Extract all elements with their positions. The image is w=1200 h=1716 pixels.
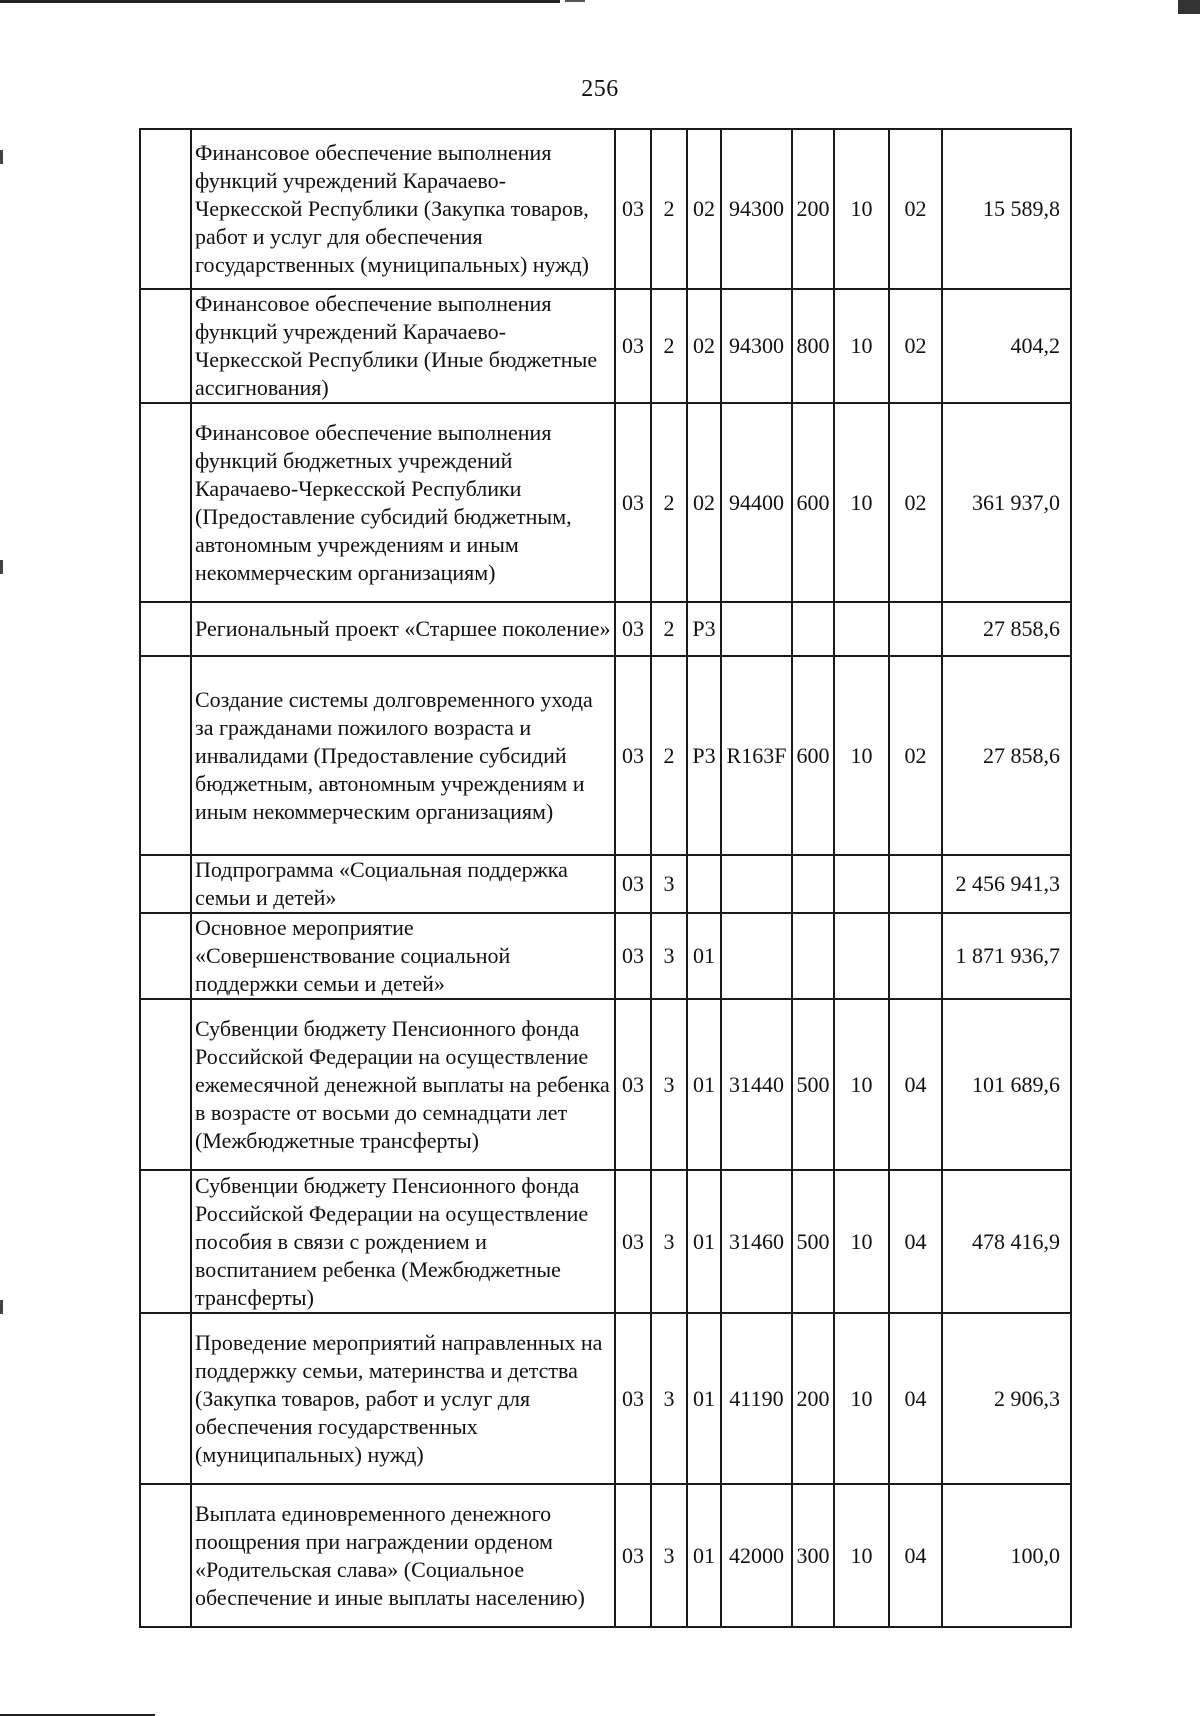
blank-cell: [140, 913, 191, 999]
table-row: [140, 999, 1071, 1170]
code-cell: 01: [687, 999, 721, 1170]
code-cell: [889, 602, 942, 656]
code-cell: 04: [889, 1170, 942, 1313]
code-cell: 03: [615, 1170, 651, 1313]
code-cell: [721, 855, 792, 913]
code-cell: 03: [615, 913, 651, 999]
table-row: [140, 129, 1071, 289]
code-cell: 2: [651, 129, 687, 289]
code-cell: 41190: [721, 1313, 792, 1484]
amount-cell: 2 906,3: [942, 1313, 1071, 1484]
table-row: [140, 289, 1071, 403]
scan-top-edge-mark: [565, 0, 585, 2]
code-cell: 200: [792, 129, 834, 289]
blank-cell: [140, 855, 191, 913]
code-cell: 03: [615, 1313, 651, 1484]
amount-cell: 2 456 941,3: [942, 855, 1071, 913]
code-cell: 03: [615, 999, 651, 1170]
code-cell: [889, 855, 942, 913]
blank-cell: [140, 602, 191, 656]
code-cell: 03: [615, 289, 651, 403]
scan-edge-dash: [0, 150, 3, 164]
item-name: Субвенции бюджету Пенсионного фонда Российской Федерации на осуществление ежемесячной денежной выплаты на ребенка в возрасте от восьми до семнадцати лет (Межбюджетные трансферты): [191, 999, 615, 1170]
code-cell: 04: [889, 999, 942, 1170]
code-cell: 02: [687, 403, 721, 602]
item-name: Региональный проект «Старшее поколение»: [191, 602, 615, 656]
blank-cell: [140, 1313, 191, 1484]
code-cell: 42000: [721, 1484, 792, 1627]
code-cell: [792, 913, 834, 999]
code-cell: 31460: [721, 1170, 792, 1313]
code-cell: 03: [615, 602, 651, 656]
code-cell: 10: [834, 1313, 889, 1484]
code-cell: 01: [687, 1170, 721, 1313]
code-cell: 04: [889, 1484, 942, 1627]
page-number: 256: [581, 76, 619, 102]
amount-cell: 27 858,6: [942, 656, 1071, 855]
code-cell: [721, 913, 792, 999]
code-cell: [834, 855, 889, 913]
code-cell: R163F: [721, 656, 792, 855]
blank-cell: [140, 289, 191, 403]
code-cell: 03: [615, 855, 651, 913]
table-row: [140, 403, 1071, 602]
amount-cell: 100,0: [942, 1484, 1071, 1627]
scan-edge-dash: [0, 560, 3, 574]
code-cell: 02: [889, 129, 942, 289]
blank-cell: [140, 656, 191, 855]
code-cell: 02: [687, 289, 721, 403]
code-cell: 03: [615, 656, 651, 855]
code-cell: 3: [651, 913, 687, 999]
scan-corner-mark: [1178, 0, 1200, 14]
code-cell: 600: [792, 403, 834, 602]
table-row: [140, 602, 1071, 656]
code-cell: 10: [834, 403, 889, 602]
code-cell: 01: [687, 913, 721, 999]
code-cell: P3: [687, 656, 721, 855]
code-cell: 02: [889, 656, 942, 855]
budget-table: [139, 128, 1072, 1628]
code-cell: 02: [889, 289, 942, 403]
code-cell: [889, 913, 942, 999]
amount-cell: 15 589,8: [942, 129, 1071, 289]
code-cell: 01: [687, 1313, 721, 1484]
code-cell: 500: [792, 1170, 834, 1313]
amount-cell: 27 858,6: [942, 602, 1071, 656]
table-row: [140, 1170, 1071, 1313]
code-cell: [834, 913, 889, 999]
item-name: Выплата единовременного денежного поощрения при награждении орденом «Родительская слава» (Социальное обеспечение и иные выплаты населению): [191, 1484, 615, 1627]
code-cell: 3: [651, 1313, 687, 1484]
code-cell: 02: [687, 129, 721, 289]
scan-top-edge-line: [0, 0, 560, 3]
item-name: Основное мероприятие «Совершенствование социальной поддержки семьи и детей»: [191, 913, 615, 999]
table-row: [140, 855, 1071, 913]
code-cell: 800: [792, 289, 834, 403]
item-name: Создание системы долговременного ухода за гражданами пожилого возраста и инвалидами (Предоставление субсидий бюджетным, автономным учреждениям и иным некоммерческим организациям): [191, 656, 615, 855]
item-name: Проведение мероприятий направленных на поддержку семьи, материнства и детства (Закупка товаров, работ и услуг для обеспечения государственных (муниципальных) нужд): [191, 1313, 615, 1484]
code-cell: [834, 602, 889, 656]
code-cell: 300: [792, 1484, 834, 1627]
code-cell: 2: [651, 602, 687, 656]
code-cell: 10: [834, 999, 889, 1170]
code-cell: 94300: [721, 289, 792, 403]
item-name: Финансовое обеспечение выполнения функций бюджетных учреждений Карачаево-Черкесской Республики (Предоставление субсидий бюджетным, автономным учреждениям и иным некоммерческим организациям): [191, 403, 615, 602]
item-name: Финансовое обеспечение выполнения функций учреждений Карачаево-Черкесской Республики (Закупка товаров, работ и услуг для обеспечения государственных (муниципальных) нужд): [191, 129, 615, 289]
code-cell: 500: [792, 999, 834, 1170]
code-cell: 10: [834, 289, 889, 403]
code-cell: 94300: [721, 129, 792, 289]
code-cell: 10: [834, 129, 889, 289]
code-cell: 200: [792, 1313, 834, 1484]
code-cell: 2: [651, 289, 687, 403]
code-cell: 3: [651, 999, 687, 1170]
code-cell: 2: [651, 656, 687, 855]
code-cell: 03: [615, 129, 651, 289]
code-cell: [687, 855, 721, 913]
code-cell: 31440: [721, 999, 792, 1170]
code-cell: P3: [687, 602, 721, 656]
table-row: [140, 656, 1071, 855]
code-cell: 600: [792, 656, 834, 855]
amount-cell: 478 416,9: [942, 1170, 1071, 1313]
amount-cell: 101 689,6: [942, 999, 1071, 1170]
item-name: Подпрограмма «Социальная поддержка семьи и детей»: [191, 855, 615, 913]
scan-edge-dash: [0, 1300, 3, 1314]
table-row: [140, 913, 1071, 999]
code-cell: 94400: [721, 403, 792, 602]
amount-cell: 1 871 936,7: [942, 913, 1071, 999]
code-cell: 10: [834, 1170, 889, 1313]
code-cell: 2: [651, 403, 687, 602]
blank-cell: [140, 403, 191, 602]
code-cell: [721, 602, 792, 656]
code-cell: 10: [834, 1484, 889, 1627]
code-cell: [792, 855, 834, 913]
amount-cell: 361 937,0: [942, 403, 1071, 602]
code-cell: 04: [889, 1313, 942, 1484]
code-cell: 03: [615, 403, 651, 602]
code-cell: 3: [651, 855, 687, 913]
table-row: [140, 1484, 1071, 1627]
item-name: Субвенции бюджету Пенсионного фонда Российской Федерации на осуществление пособия в связи с рождением и воспитанием ребенка (Межбюджетные трансферты): [191, 1170, 615, 1313]
table-row: [140, 1313, 1071, 1484]
blank-cell: [140, 1170, 191, 1313]
blank-cell: [140, 129, 191, 289]
code-cell: [792, 602, 834, 656]
code-cell: 02: [889, 403, 942, 602]
code-cell: 3: [651, 1170, 687, 1313]
blank-cell: [140, 1484, 191, 1627]
item-name: Финансовое обеспечение выполнения функций учреждений Карачаево-Черкесской Республики (Иные бюджетные ассигнования): [191, 289, 615, 403]
blank-cell: [140, 999, 191, 1170]
code-cell: 03: [615, 1484, 651, 1627]
code-cell: 10: [834, 656, 889, 855]
code-cell: 3: [651, 1484, 687, 1627]
code-cell: 01: [687, 1484, 721, 1627]
amount-cell: 404,2: [942, 289, 1071, 403]
